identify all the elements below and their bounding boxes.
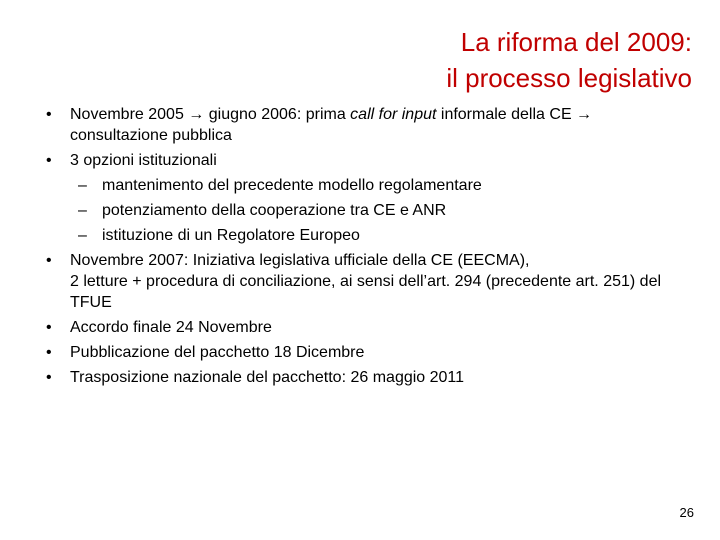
- bullet-1-text-start: Novembre 2005 → giugno 2006: prima: [70, 106, 351, 123]
- bullet-dot-icon: •: [46, 319, 52, 336]
- bullet-item-5: [40, 342, 680, 363]
- bullet-item-3: [40, 250, 680, 313]
- sub-bullet-item-2: [40, 200, 680, 221]
- page-number: 26: [679, 505, 694, 520]
- bullet-dot-icon: •: [46, 369, 52, 386]
- bullet-item-1: [40, 104, 680, 146]
- bullet-3-line-1: Novembre 2007: Iniziativa legislativa ufficiale della CE (EECMA),: [70, 252, 530, 269]
- bullet-1-text-end: informale della CE → consultazione pubblica: [70, 106, 593, 144]
- bullet-1-italic-text: call for input: [350, 106, 437, 123]
- sub-bullet-1-text: mantenimento del precedente modello regolamentare: [102, 177, 482, 194]
- title-line-1: La riforma del 2009:: [460, 27, 692, 57]
- bullet-dot-icon: •: [46, 252, 52, 269]
- bullet-item-2: [40, 150, 680, 171]
- bullet-5-text: Pubblicazione del pacchetto 18 Dicembre: [70, 344, 365, 361]
- dash-icon: –: [78, 177, 87, 194]
- dash-icon: –: [78, 227, 87, 244]
- bullet-2-text: 3 opzioni istituzionali: [70, 152, 217, 169]
- sub-bullet-3-text: istituzione di un Regolatore Europeo: [102, 227, 360, 244]
- slide-title: [446, 24, 692, 96]
- sub-bullet-item-1: [40, 175, 680, 196]
- sub-bullet-2-text: potenziamento della cooperazione tra CE e ANR: [102, 202, 447, 219]
- bullet-dot-icon: •: [46, 152, 52, 169]
- title-line-2: il processo legislativo: [446, 63, 692, 93]
- bullet-item-4: [40, 317, 680, 338]
- bullet-dot-icon: •: [46, 106, 52, 123]
- bullet-dot-icon: •: [46, 344, 52, 361]
- bullet-3-line-2: 2 letture + procedura di conciliazione, ai sensi dell’art. 294 (precedente art. 251) del TFUE: [70, 273, 662, 311]
- bullet-list: [40, 104, 680, 392]
- bullet-4-text: Accordo finale 24 Novembre: [70, 319, 272, 336]
- sub-bullet-item-3: [40, 225, 680, 246]
- bullet-item-6: [40, 367, 680, 388]
- bullet-6-text: Trasposizione nazionale del pacchetto: 26 maggio 2011: [70, 369, 465, 386]
- dash-icon: –: [78, 202, 87, 219]
